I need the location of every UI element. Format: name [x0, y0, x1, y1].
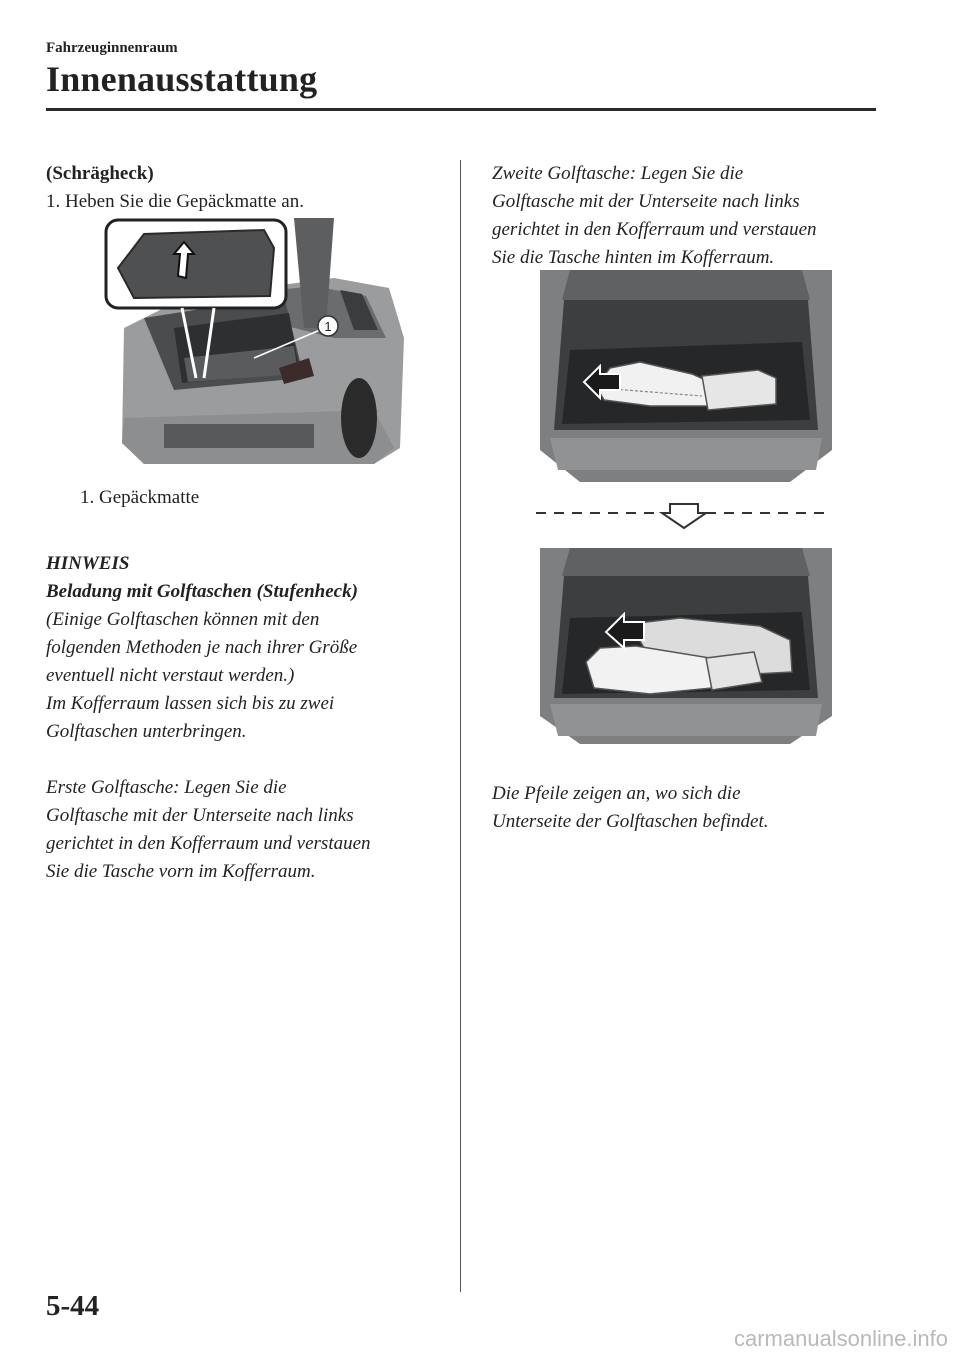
title-rule: [46, 108, 876, 111]
note-label: HINWEIS: [46, 553, 130, 574]
note-title: Beladung mit Golftaschen (Stufenheck): [46, 581, 358, 602]
section-label: Fahrzeuginnenraum: [46, 40, 178, 56]
page-number: 5-44: [46, 1290, 100, 1322]
second-bag-line: Golftasche mit der Unterseite nach links: [492, 191, 800, 212]
second-bag-line: Sie die Tasche hinten im Kofferraum.: [492, 247, 775, 268]
note-line: Im Kofferraum lassen sich bis zu zwei: [46, 693, 335, 714]
note-line: Golftaschen unterbringen.: [46, 721, 247, 742]
sequence-separator-arrow-icon: [534, 500, 834, 536]
note-line: (Einige Golftaschen können mit den: [46, 609, 320, 630]
first-bag-line: Erste Golftasche: Legen Sie die: [46, 777, 287, 798]
luggage-mat-caption: 1. Gepäckmatte: [80, 487, 200, 508]
arrow-explanation-line: Die Pfeile zeigen an, wo sich die: [492, 783, 741, 804]
second-bag-line: gerichtet in den Kofferraum und verstauen: [492, 219, 817, 240]
trunk-second-bag-illustration: [540, 548, 832, 744]
callout-number: 1: [324, 319, 332, 334]
column-divider: [460, 160, 461, 1292]
hatchback-heading: (Schrägheck): [46, 163, 154, 184]
step-1-text: 1. Heben Sie die Gepäckmatte an.: [46, 191, 304, 212]
watermark: carmanualsonline.info: [733, 1326, 948, 1351]
note-line: eventuell nicht verstaut werden.): [46, 665, 295, 686]
first-bag-line: Golftasche mit der Unterseite nach links: [46, 805, 354, 826]
note-line: folgenden Methoden je nach ihrer Größe: [46, 637, 358, 658]
first-bag-line: gerichtet in den Kofferraum und verstauen: [46, 833, 371, 854]
trunk-first-bag-illustration: [540, 270, 832, 482]
first-bag-line: Sie die Tasche vorn im Kofferraum.: [46, 861, 316, 882]
page-title: Innenausstattung: [46, 59, 318, 99]
hatchback-luggage-mat-illustration: [104, 218, 416, 476]
second-bag-line: Zweite Golftasche: Legen Sie die: [492, 163, 744, 184]
arrow-explanation-line: Unterseite der Golftaschen befindet.: [492, 811, 769, 832]
